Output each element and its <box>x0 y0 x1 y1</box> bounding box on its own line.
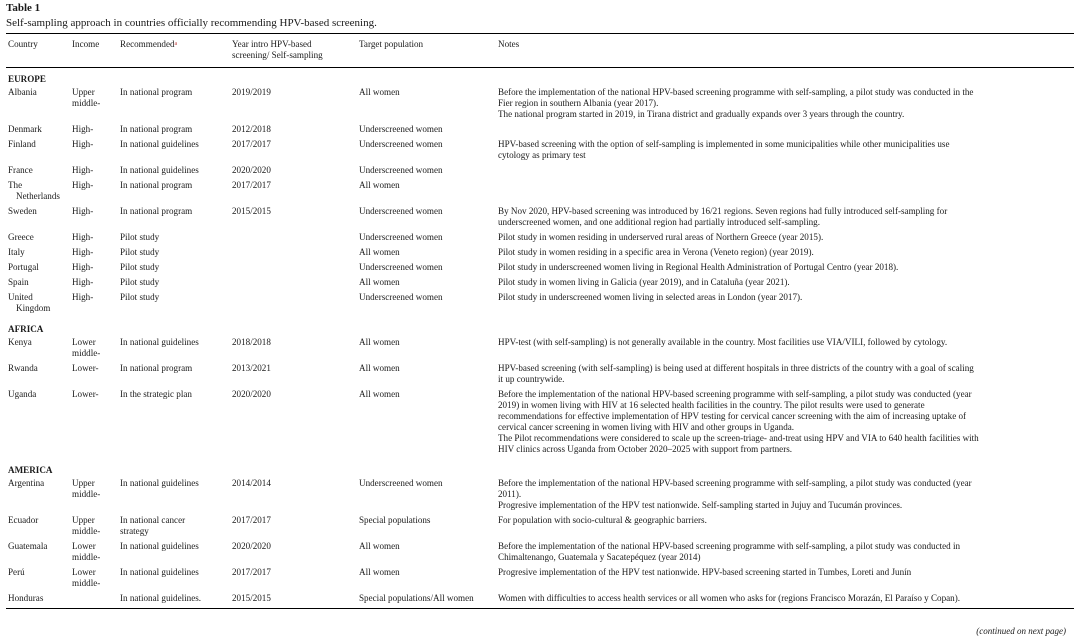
header-recommended: Recommended$^a$ <box>120 39 178 49</box>
table-row: Portugal High- Pilot study Underscreened women Pilot study in underscreened women living in Regional Health Administration of Portugal Centro (year 2018). <box>8 262 899 272</box>
header-year: Year intro HPV-based screening/ Self-sampling <box>232 39 323 60</box>
continued-note: (continued on next page) <box>976 626 1066 636</box>
table-row: United Kingdom High- Pilot study Underscreened women Pilot study in underscreened women living in selected areas in London (year 2017). <box>8 292 803 313</box>
table-row: Albania Upper middle- In national program 2019/2019 All women Before the implementation of the national HPV-based screening programme with self-sampling, a pilot study was conducted in the Fier region in southern Albania (year 2017). The national program started in 2019, in Tirana district and gradually expands over 3 years through the country. <box>8 87 974 119</box>
table-row: Ecuador Upper middle- In national cancer strategy 2017/2017 Special populations For population with socio-cultural & geographic barriers. <box>8 515 707 536</box>
table-caption: Self-sampling approach in countries officially recommending HPV-based screening. <box>6 17 377 29</box>
table-row: Guatemala Lower middle- In national guidelines 2020/2020 All women Before the implementation of the national HPV-based screening programme with self-sampling, a pilot study was conducted in Chimaltenango, Guatemala y Sacatepéquez (year 2014) <box>8 541 961 562</box>
header-country: Country <box>8 39 38 49</box>
table-row: Honduras In national guidelines. 2015/2015 Special populations/All women Women with difficulties to access health services or all women who asks for (regions Francisco Morazán, El Paraíso y Copan). <box>8 593 961 603</box>
table-row: Kenya Lower middle- In national guidelines 2018/2018 All women HPV-test (with self-sampling) is not generally available in the country. Most facilities use VIA/VILI, followed by cytology. <box>8 337 948 358</box>
table-row: Sweden High- In national program 2015/2015 Underscreened women By Nov 2020, HPV-based screening was introduced by 16/21 regions. Seven regions had fully introduced self-sampling for underscreened women, and one additional region had partially introduced self-sampling. <box>8 206 948 227</box>
header-target: Target population <box>359 39 424 49</box>
table-row: Rwanda Lower- In national program 2013/2021 All women HPV-based screening (with self-sampling) is being used at different hospitals in three districts of the country with a goal of scaling it up countrywide. <box>8 363 974 384</box>
table-row: Italy High- Pilot study All women Pilot study in women residing in a specific area in Verona (Veneto region) (year 2019). <box>8 247 814 257</box>
table-row: Perú Lower middle- In national guidelines 2017/2017 All women Progresive implementation of the HPV test nationwide. HPV-based screening started in Tumbes, Loreti and Junín <box>8 567 912 588</box>
header-notes: Notes <box>498 39 520 49</box>
table-bottom-rule <box>6 609 1074 610</box>
section-america: AMERICA <box>8 465 53 475</box>
table-row: Greece High- Pilot study Underscreened women Pilot study in women residing in underserved rural areas of Northern Greece (year 2015). <box>8 232 824 242</box>
table-row: Argentina Upper middle- In national guidelines 2014/2014 Underscreened women Before the implementation of the national HPV-based screening programme with self-sampling, a pilot study was conducted (year 2011). Progresive implementation of the HPV test nationwide. Self-sampling started in Jujuy and Tucumán provinces. <box>8 478 972 510</box>
table-row: The Netherlands High- In national program 2017/2017 All women <box>8 180 400 201</box>
header-income: Income <box>72 39 100 49</box>
table-label: Table 1 <box>6 2 41 14</box>
table-row: Denmark High- In national program 2012/2018 Underscreened women <box>8 124 443 134</box>
section-africa: AFRICA <box>8 324 44 334</box>
footnote-mark[interactable]: a <box>174 41 178 47</box>
table-row: Spain High- Pilot study All women Pilot study in women living in Galicia (year 2019), and in Cataluña (year 2021). <box>8 277 790 287</box>
table-row: Uganda Lower- In the strategic plan 2020/2020 All women Before the implementation of the national HPV-based screening programme with self-sampling, a pilot study was conducted (year 2019) in women living with HIV at 16 selected health facilities in the country. The pilot results were used to generate recommendations for effective implementation of HPV testing for cervical cancer screening with the aim of increasing uptake of cervical cancer screening in women living with HIV and other groups in Uganda. The Pilot recommendations were considered to scale up the screen-triage- and-treat using HPV and VIA to 640 health facilities with HIV clinics across Uganda from October 2020–2025 with support from partners. <box>8 389 979 454</box>
data-table <box>6 33 1074 609</box>
header-row <box>6 34 1074 68</box>
table-row: France High- In national guidelines 2020/2020 Underscreened women <box>8 165 443 175</box>
table-figure <box>6 2 1074 609</box>
table-row: Finland High- In national guidelines 2017/2017 Underscreened women HPV-based screening with the option of self-sampling is implemented in some municipalities while other municipalities use cytology as primary test <box>8 139 950 160</box>
section-europe: EUROPE <box>8 74 46 84</box>
